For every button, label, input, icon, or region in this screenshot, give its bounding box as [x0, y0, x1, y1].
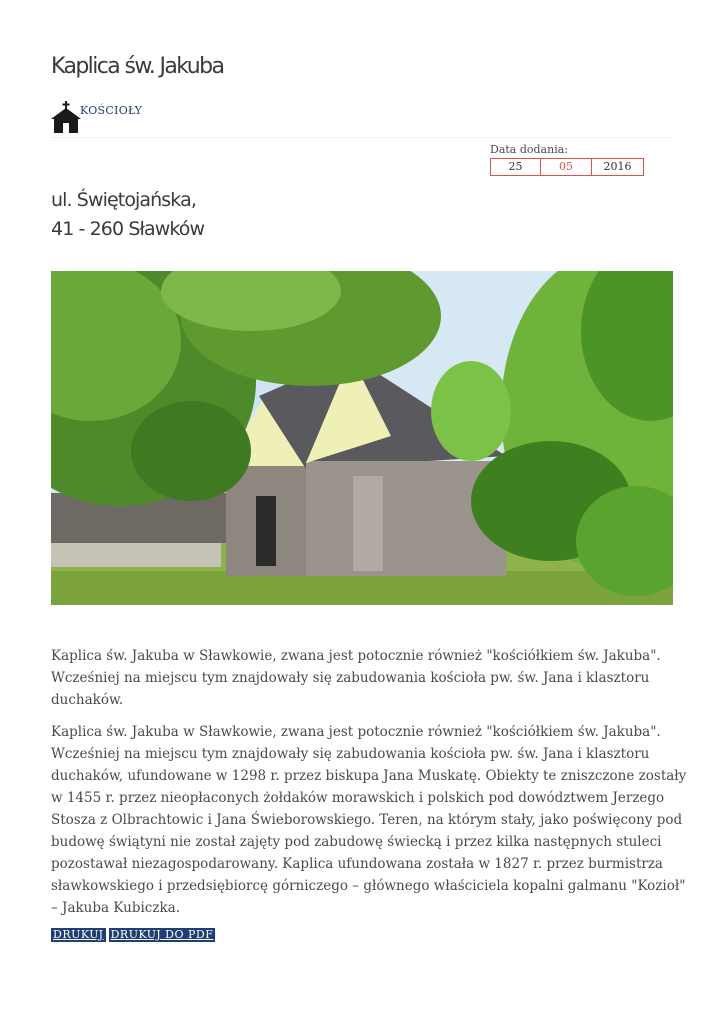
date-month: 05 [541, 158, 592, 176]
article-body: Kaplica św. Jakuba w Sławkowie, zwana jest potocznie również "kościółkiem św. Jakuba". Wcześniej na miejscu tym znajdowały się zabudowania kościoła pw. św. Jana i klasztoru duchaków, ufundowane w 1298 r. przez biskupa Jana Muskatę. Obiekty te zniszczone zostały w 1455 r. przez nieopłaconych żołdaków morawskich i polskich pod dowództwem Jerzego Stosza z Olbrachtowic i Jana Świeborowskiego. Teren, na którym stały, jako poświęcony pod budowę świątyni nie został zajęty pod zabudowę świecką i przez kilka następnych stuleci pozostawał niezagospodarowany. Kaplica ufundowana została w 1827 r. przez burmistrza sławkowskiego i przedsiębiorcę górniczego – głównego właściciela kopalni galmanu "Kozioł" – Jakuba Kubiczka. [51, 724, 687, 916]
church-icon [51, 101, 81, 133]
print-actions [51, 928, 215, 942]
print-pdf-button[interactable]: DRUKUJ DO PDF [110, 928, 214, 941]
date-added-label: Data dodania: [490, 143, 568, 156]
address-street: ul. Świętojańska, [51, 189, 196, 211]
category-link[interactable]: KOŚCIOŁY [80, 104, 143, 117]
date-year: 2016 [592, 158, 644, 176]
print-button[interactable]: DRUKUJ [53, 928, 104, 941]
chapel-photo [51, 271, 673, 605]
article-content [51, 645, 691, 929]
date-added [490, 158, 644, 176]
address-city: 41 - 260 Sławków [51, 218, 205, 240]
article-lead: Kaplica św. Jakuba w Sławkowie, zwana jest potocznie również "kościółkiem św. Jakuba". Wcześniej na miejscu tym znajdowały się zabudowania kościoła pw. św. Jana i klasztoru duchaków. [51, 648, 661, 708]
date-day: 25 [490, 158, 541, 176]
address [51, 186, 204, 244]
page-title: Kaplica św. Jakuba [51, 54, 224, 79]
divider [51, 137, 673, 138]
